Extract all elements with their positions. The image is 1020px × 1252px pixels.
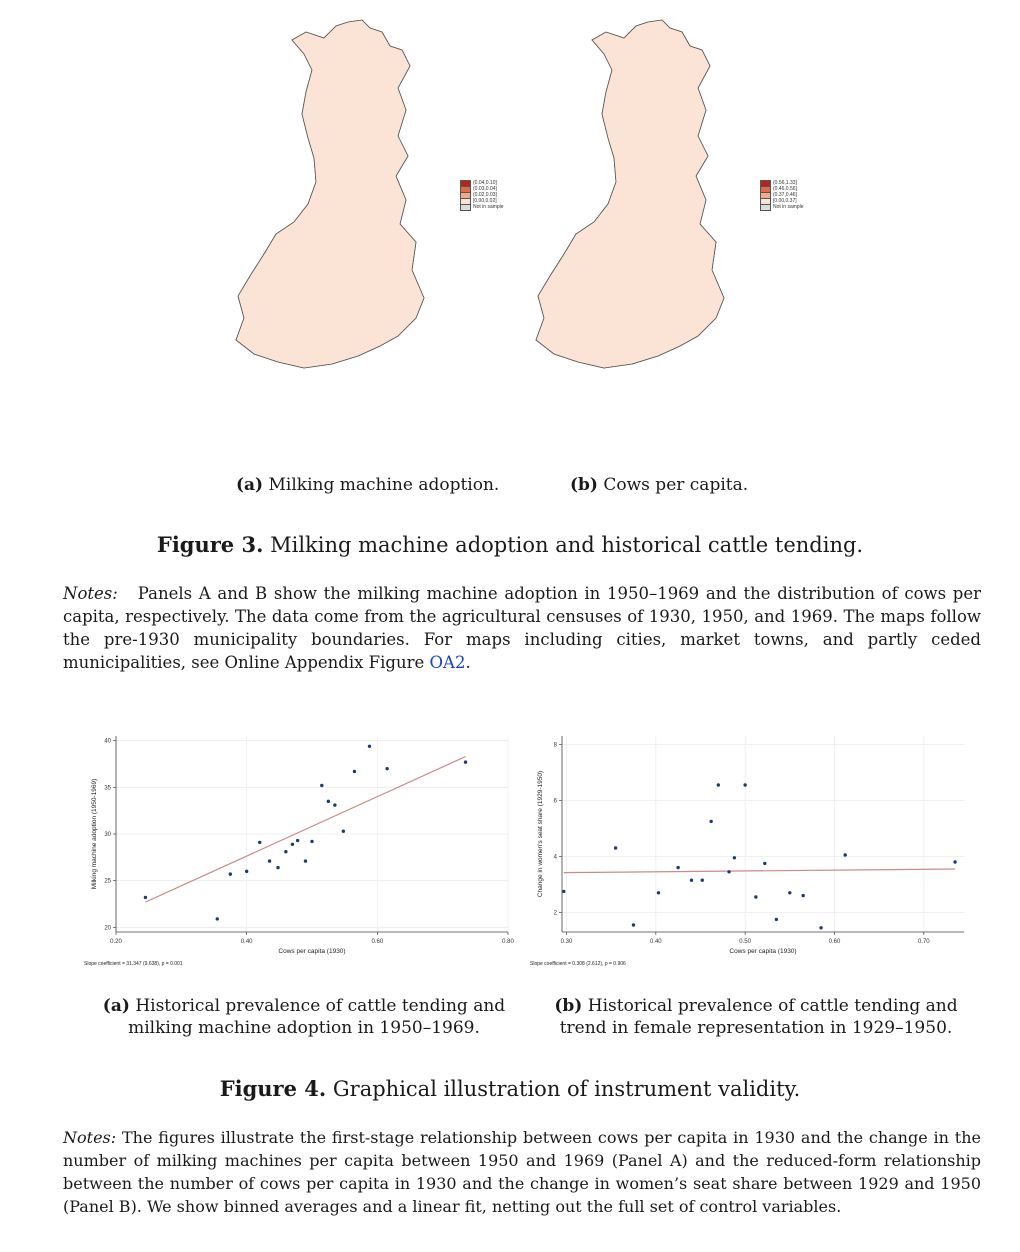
data-point [717,783,720,786]
y-tick-label: 40 [104,738,111,745]
y-axis-title: Milking machine adoption (1950-1969) [91,778,98,890]
data-point [258,841,261,844]
x-axis-title: Cows per capita (1930) [278,948,346,955]
subcaption-text-line2: milking machine adoption in 1950–1969. [128,1018,480,1038]
subcaption-text: Cows per capita. [603,475,749,495]
legend-label: (0.03,0.04] [473,186,497,192]
fig4-notes [63,1126,981,1218]
fig3-subcaption-b [570,474,748,496]
notes-text: The figures illustrate the first-stage relationship between cows per capita in 1930 and the change in the number of milking machines per capita between 1950 and 1969 (Panel A) and the reduced-form relationship between the number of cows per capita in 1930 and the change in women’s seat share between 1929 and 1950 (Panel B). We show binned averages and a linear fit, netting out the full set of control variables. [63,1128,981,1216]
data-point [304,859,307,862]
data-point [632,923,635,926]
notes-label: Notes: [63,584,118,603]
data-point [775,918,778,921]
subcaption-text: Historical prevalence of cattle tending and [135,996,506,1016]
data-point [310,840,313,843]
data-point [342,830,345,833]
data-point [763,862,766,865]
x-tick-label: 0.60 [828,939,841,945]
y-tick-label: 35 [104,785,111,792]
legend-label: (0.46,0.56] [773,186,797,192]
data-point [676,866,679,869]
subcaption-text-line2: trend in female representation in 1929–1950. [559,1018,953,1038]
y-tick-label: 8 [553,742,557,749]
data-point [368,745,371,748]
figure-title: Graphical illustration of instrument validity. [332,1077,801,1101]
data-point [291,843,294,846]
fig3-caption [0,532,1020,557]
legend-label: (0.37,0.46] [773,192,797,198]
notes-label: Notes: [63,1128,117,1147]
fig4-caption [0,1076,1020,1101]
legend-label: Not in sample [473,204,504,210]
subcaption-letter: (a) [102,996,130,1016]
linear-fit-line [564,869,955,873]
legend-swatch [460,204,471,211]
data-point [657,891,660,894]
data-point [754,895,757,898]
fig3-notes [63,582,981,674]
data-point [353,770,356,773]
data-point [320,784,323,787]
data-point [144,896,147,899]
data-point [327,800,330,803]
subcaption-letter: (a) [236,475,264,495]
map-a-legend [460,180,504,210]
data-point [690,879,693,882]
subcaption-text: Milking machine adoption. [268,475,500,495]
data-point [276,866,279,869]
x-tick-label: 0.50 [739,939,751,945]
data-point [788,891,791,894]
notes-end: . [465,653,471,672]
y-tick-label: 30 [104,832,111,838]
map-milking-machine-adoption [220,18,460,390]
y-axis-title: Change in women's seat share (1929-1950) [537,770,544,898]
map-b-legend [760,180,804,210]
legend-label: [0.00,0.37] [773,198,797,204]
legend-label: Not in sample [773,204,804,210]
data-point [733,856,736,859]
x-tick-label: 0.20 [110,939,122,945]
data-point [268,859,271,862]
fig3-subcaption-a [236,474,499,496]
appendix-link[interactable]: OA2 [429,653,466,672]
data-point [701,879,704,882]
data-point [727,870,730,873]
subcaption-letter: (b) [570,475,598,495]
data-point [333,803,336,806]
legend-label: (0.02,0.03] [473,192,497,198]
slope-footnote: Slope coefficient = 0.308 (2.612), p = 0.906 [530,961,626,967]
y-tick-label: 4 [553,854,557,861]
x-tick-label: 0.80 [502,939,514,945]
x-tick-label: 0.30 [560,939,573,945]
fig4-subcaption-b [546,995,966,1039]
data-point [216,917,219,920]
data-point [614,846,617,849]
subcaption-text: Historical prevalence of cattle tending and [587,996,958,1016]
legend-label: (0.56,1.33] [773,180,797,186]
legend-label: [0.00,0.02] [473,198,497,204]
figure-label: Figure 4. [219,1076,327,1101]
y-tick-label: 2 [553,910,557,917]
data-point [562,890,565,893]
x-tick-label: 0.40 [649,939,662,945]
x-axis-title: Cows per capita (1930) [729,948,797,955]
data-point [245,870,248,873]
data-point [385,767,388,770]
y-tick-label: 6 [553,798,557,805]
subcaption-letter: (b) [554,996,583,1016]
data-point [229,872,232,875]
data-point [743,783,746,786]
fig4-subcaption-a [94,995,514,1039]
x-tick-label: 0.40 [240,939,253,945]
slope-footnote: Slope coefficient = 31.347 (9.638), p = 0.001 [84,961,183,967]
notes-text: Panels A and B show the milking machine adoption in 1950–1969 and the distribution of cows per capita, respectively. The data come from the agricultural censuses of 1930, 1950, and 1969. The maps follow the pre-1930 municipality boundaries. For maps including cities, market towns, and partly ceded municipalities, see Online Appendix Figure [63,584,981,672]
x-tick-label: 0.70 [917,939,930,945]
data-point [953,860,956,863]
data-point [843,853,846,856]
data-point [709,820,712,823]
y-tick-label: 20 [104,925,111,932]
legend-swatch [760,204,771,211]
data-point [802,894,805,897]
legend-label: (0.04,0.10] [473,180,497,186]
y-tick-label: 25 [104,878,111,885]
scatter-chart-a [82,730,512,980]
figure-label: Figure 3. [156,532,264,557]
data-point [284,850,287,853]
x-tick-label: 0.60 [371,939,384,945]
data-point [464,760,467,763]
scatter-chart-b [528,730,968,980]
data-point [296,839,299,842]
data-point [819,926,822,929]
map-cows-per-capita [520,18,760,390]
figure-title: Milking machine adoption and historical cattle tending. [270,533,864,557]
